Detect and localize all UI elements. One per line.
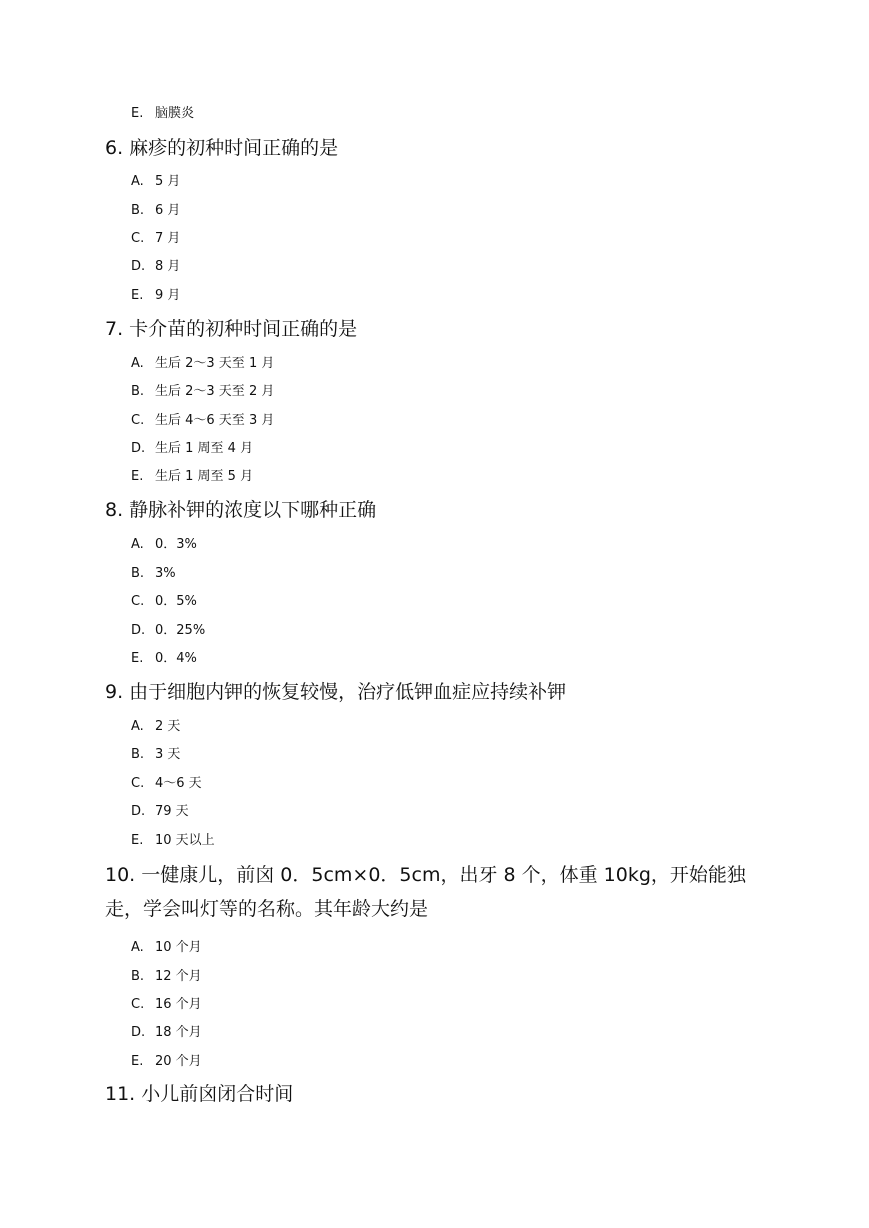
option-letter: D. [131,259,146,274]
option-text: 5 月 [155,174,181,189]
option-text: 18 个月 [155,1025,202,1040]
option-text: 0．5% [155,594,197,609]
option-text: 3 天 [155,747,181,762]
option-text: 12 个月 [155,969,202,984]
option-item [131,1024,202,1042]
option-text: 16 个月 [155,997,202,1012]
option-letter: C. [131,997,145,1012]
option-text: 3% [155,566,176,581]
option-letter: A. [131,174,144,189]
option-text: 10 天以上 [155,833,215,848]
option-item [131,803,189,821]
option-letter: B. [131,747,145,762]
option-text: 生后 2～3 天至 2 月 [155,384,275,399]
option-letter: A. [131,940,144,955]
option-item [131,105,194,123]
question-title: 7. 卡介苗的初种时间正确的是 [105,318,358,340]
option-letter: C. [131,231,145,246]
option-letter: E. [131,288,144,303]
option-letter: B. [131,969,145,984]
option-text: 0．3% [155,537,197,552]
option-text: 4～6 天 [155,776,202,791]
option-text: 0．4% [155,651,197,666]
option-letter: D. [131,1025,146,1040]
option-letter: B. [131,566,145,581]
option-item [131,383,274,401]
option-text: 生后 1 周至 5 月 [155,469,254,484]
option-item [131,718,180,736]
option-item [131,230,180,248]
option-letter: B. [131,384,145,399]
option-text: 10 个月 [155,940,202,955]
option-letter: A. [131,537,144,552]
option-item [131,440,253,458]
option-letter: D. [131,623,146,638]
option-letter: C. [131,413,145,428]
option-item [131,832,215,850]
option-item [131,412,274,430]
option-letter: D. [131,804,146,819]
option-text: 20 个月 [155,1054,202,1069]
option-letter: E. [131,1054,144,1069]
option-text: 79 天 [155,804,189,819]
option-letter: A. [131,719,144,734]
option-item [131,536,197,554]
option-item [131,968,202,986]
option-item [131,287,180,305]
option-text: 9 月 [155,288,181,303]
option-text: 生后 2～3 天至 1 月 [155,356,275,371]
option-letter: E. [131,651,144,666]
option-letter: A. [131,356,144,371]
option-text: 6 月 [155,203,181,218]
option-text: 生后 4～6 天至 3 月 [155,413,275,428]
option-letter: E. [131,106,144,121]
option-item [131,746,180,764]
question-title: 6. 麻疹的初种时间正确的是 [105,137,339,159]
option-item [131,173,180,191]
option-item [131,1053,202,1071]
option-item [131,775,202,793]
option-text: 2 天 [155,719,181,734]
option-letter: D. [131,441,146,456]
option-text: 0．25% [155,623,206,638]
option-text: 8 月 [155,259,181,274]
option-item [131,468,253,486]
option-item [131,593,197,611]
option-item [131,565,176,583]
option-letter: E. [131,833,144,848]
question-title: 10. 一健康儿，前囟 0．5cm×0．5cm，出牙 8 个，体重 10kg，开始能独走，学会叫灯等的名称。其年龄大约是 [105,864,746,920]
option-letter: B. [131,203,145,218]
option-letter: C. [131,594,145,609]
question-title: 8. 静脉补钾的浓度以下哪种正确 [105,499,377,521]
option-item [131,650,197,668]
option-text: 脑膜炎 [155,106,195,121]
question-title: 11. 小儿前囟闭合时间 [105,1083,294,1105]
option-text: 7 月 [155,231,181,246]
option-item [131,202,180,220]
option-item [131,939,202,957]
option-item [131,996,202,1014]
option-text: 生后 1 周至 4 月 [155,441,254,456]
option-letter: E. [131,469,144,484]
question-title: 9. 由于细胞内钾的恢复较慢，治疗低钾血症应持续补钾 [105,681,567,703]
option-item [131,355,274,373]
option-item [131,622,205,640]
option-letter: C. [131,776,145,791]
option-item [131,258,180,276]
